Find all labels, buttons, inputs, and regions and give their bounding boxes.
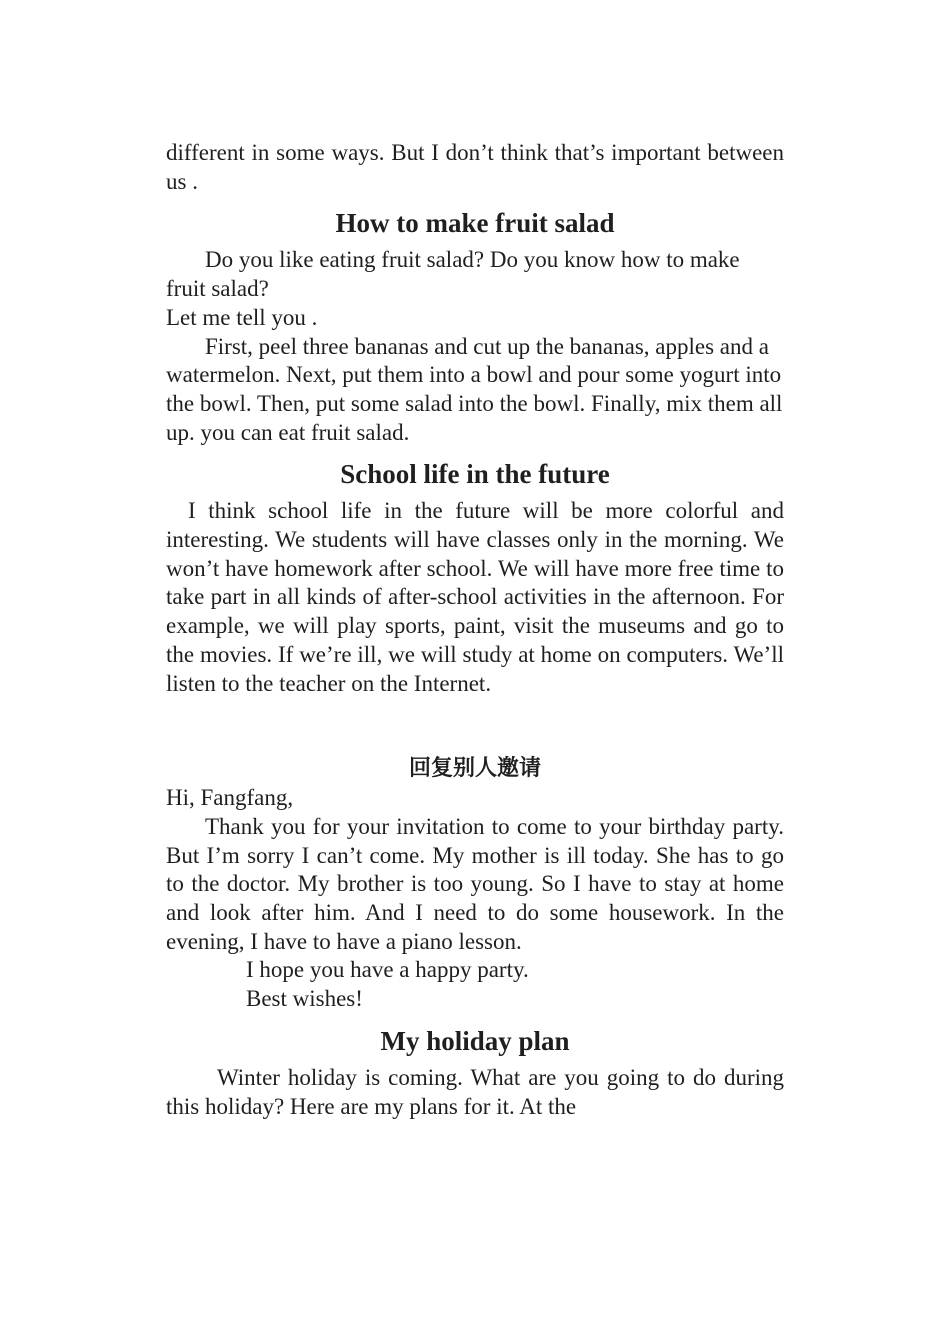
letter-greeting: Hi, Fangfang, [166,785,294,811]
fruit-salad-line: Let me tell you . [166,304,318,330]
letter-body: Thank you for your invitation to come to your birthday party. But I’m sorry I can’t come. My mother is ill today. She has to go to the doctor. My brother is too young. So I have to stay at home and look after him. And I need to do some housework. In the evening, I have to have a piano lesson. [166,813,784,954]
fruit-salad-title: How to make fruit salad [335,208,615,239]
school-life-paragraph: I think school life in the future will be more colorful and interesting. We students will have classes only in the morning. We won’t have homework after school. We will have more free time to take part in all kinds of after-school activities in the afternoon. For example, we will play sports, paint, visit the museums and go to the movies. If we’re ill, we will study at home on computers. We’ll listen to the teacher on the Internet. [166,498,784,696]
school-life-title: School life in the future [340,459,610,490]
invitation-reply-title: 回复别人邀请 [408,756,541,782]
letter-closing-hope: I hope you have a happy party. [246,957,529,983]
letter-closing-wishes: Best wishes! [246,986,363,1012]
holiday-plan-paragraph: Winter holiday is coming. What are you going to do during this holiday? Here are my plans for it. At the [166,1064,784,1119]
holiday-plan-title: My holiday plan [380,1025,570,1056]
fruit-salad-steps: First, peel three bananas and cut up the bananas, apples and a watermelon. Next, put them into a bowl and pour some yogurt into the bowl. Then, put some salad into the bowl. Finally, mix them all up. you can eat fruit salad. [166,333,783,445]
document-page [166,139,784,1121]
continuation-paragraph: different in some ways. But I don’t think that’s important between us . [166,140,784,194]
fruit-salad-intro: Do you like eating fruit salad? Do you know how to make fruit salad? [166,247,740,302]
